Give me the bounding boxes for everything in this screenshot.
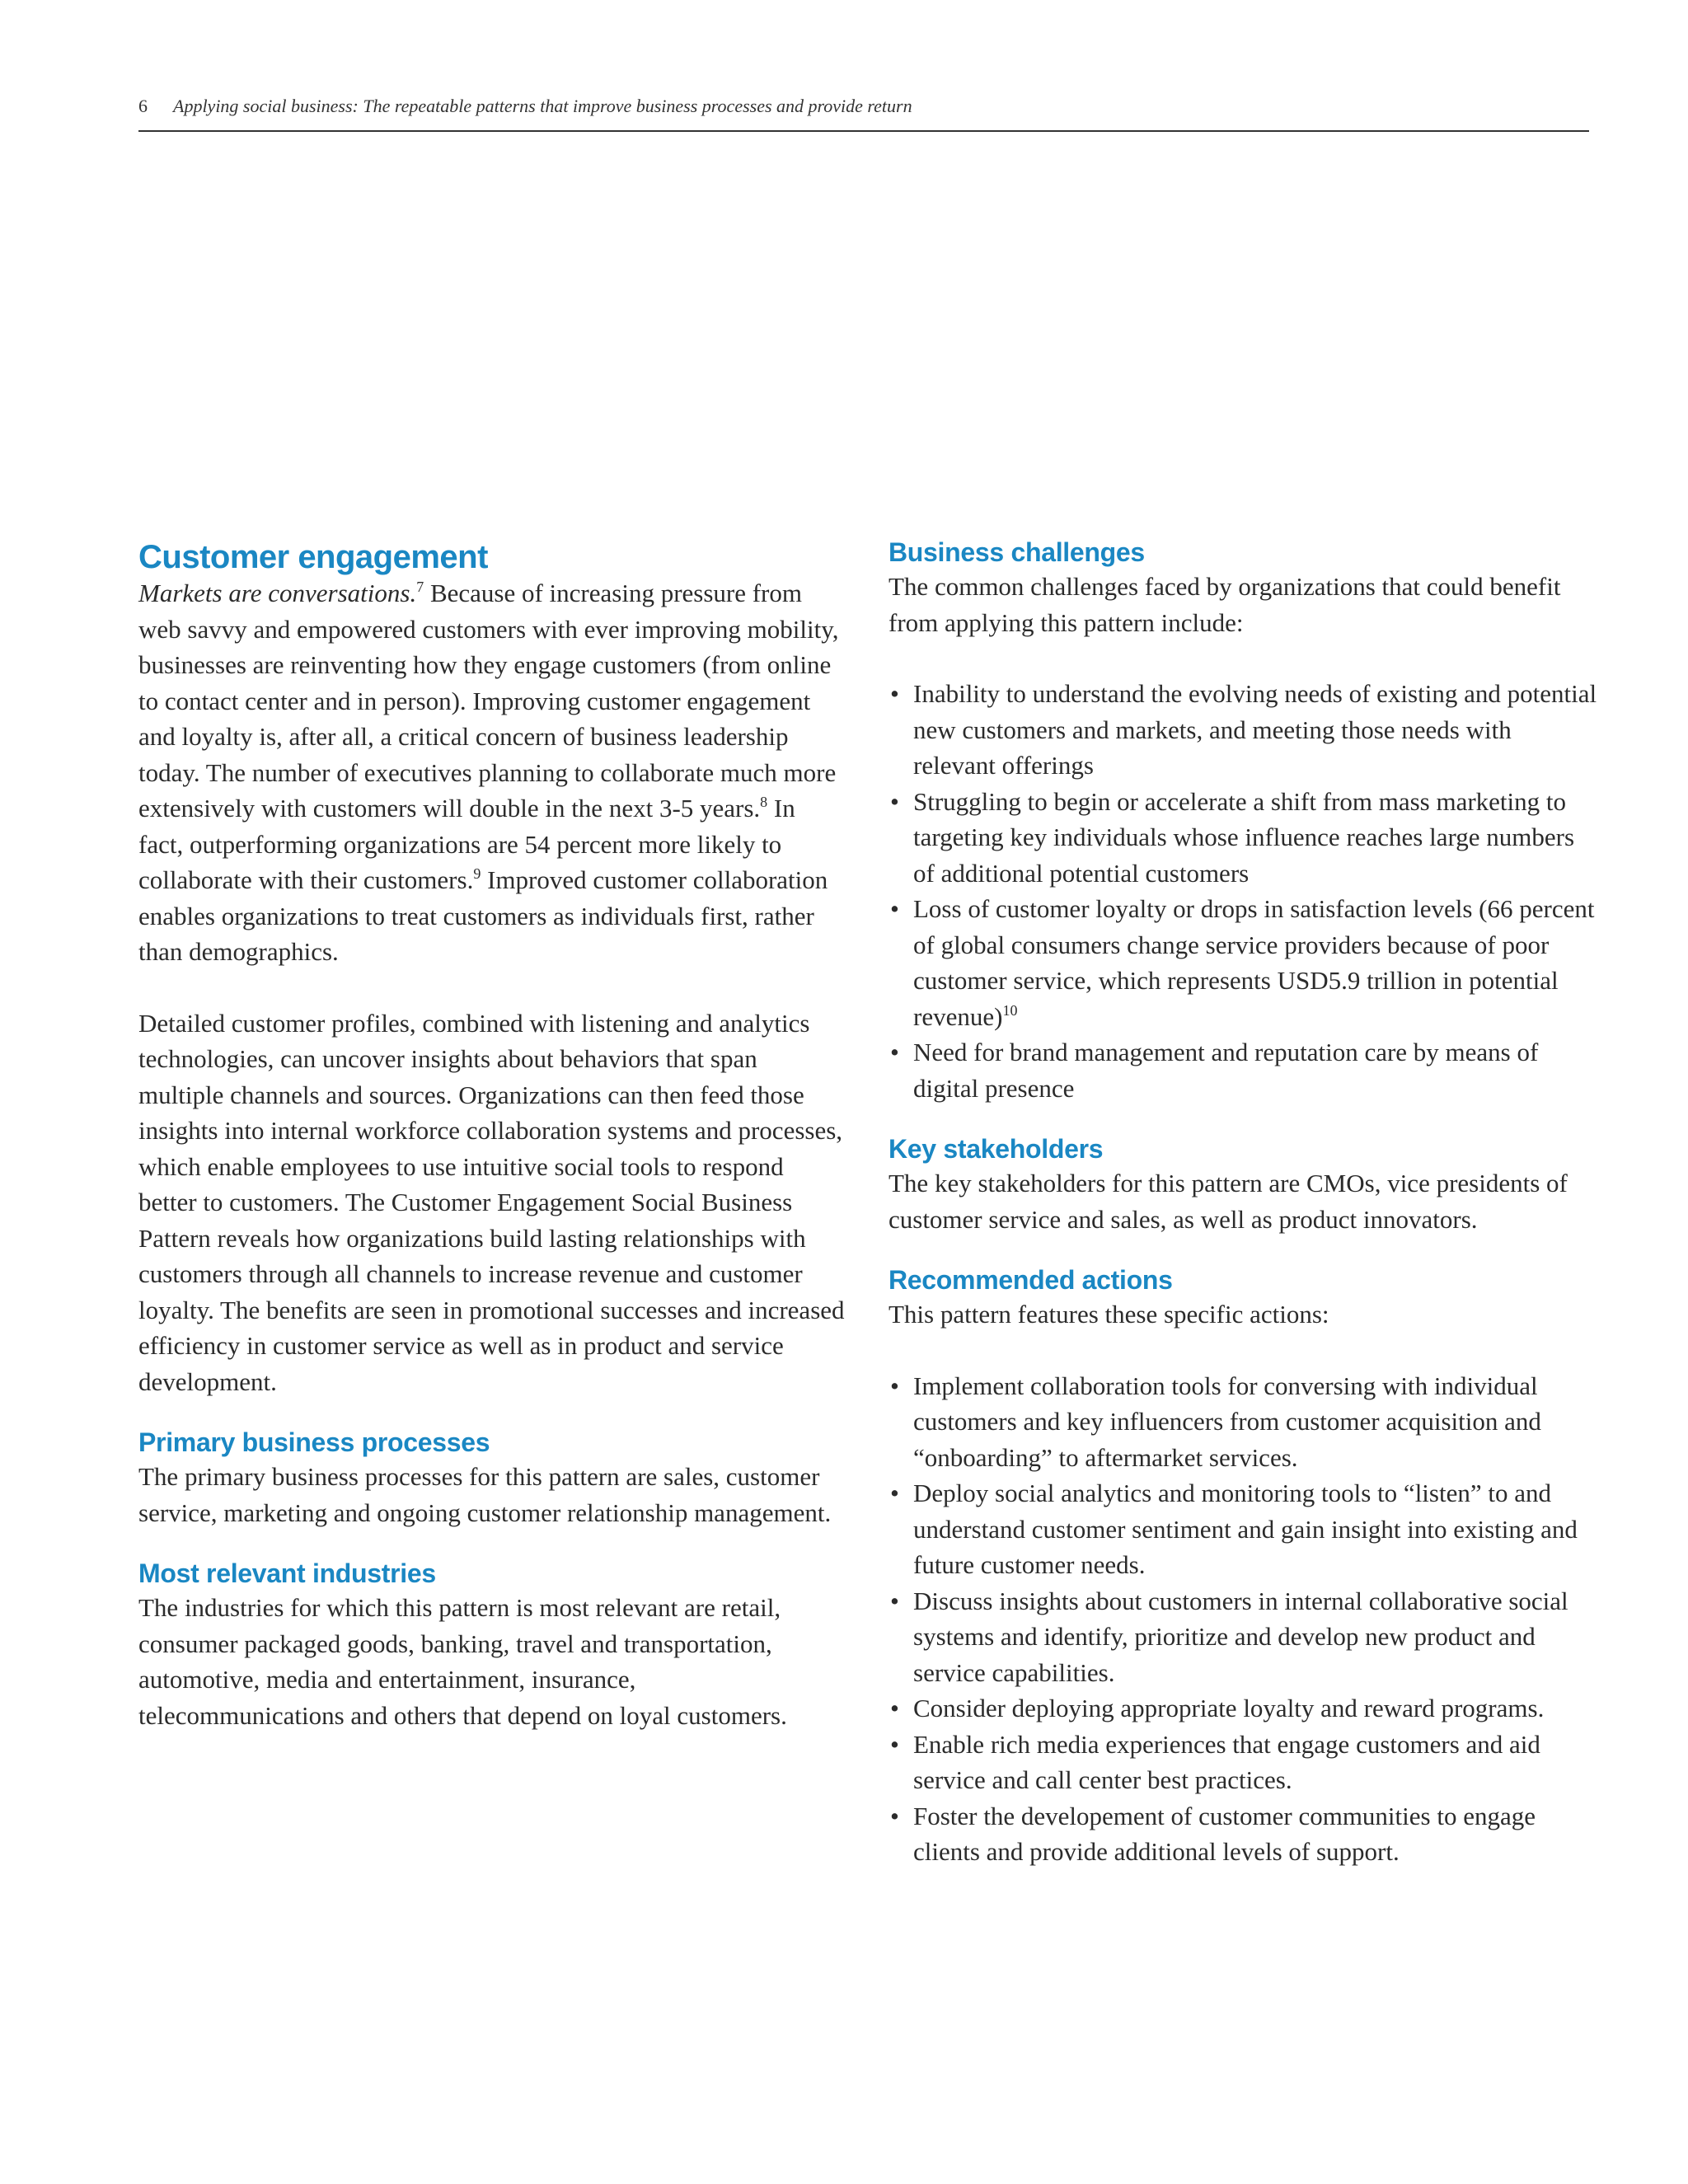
list-item [889,784,1597,892]
challenges-intro: The common challenges faced by organizations that could benefit from applying this pattern include: [889,572,1561,637]
page-number: 6 [138,96,148,116]
list-item [889,1798,1597,1870]
bullet-glyph: • [890,679,899,708]
intro-text-2: In fact, outperforming organizations are 54 percent more likely to collaborate with their customers. [138,794,795,894]
right-column [889,527,1597,1870]
intro-italic-lead: Markets are conversations. [138,579,417,607]
footnote-ref: 7 [416,579,424,595]
industries-text: The industries for which this pattern is most relevant are retail, consumer packaged goods, banking, travel and transportation, automotive, media and entertainment, insurance, telecommunications and others that depend on loyal customers. [138,1593,787,1730]
body-paragraph: Detailed customer profiles, combined with listening and analytics technologies, can uncover insights about behaviors that span multiple channels and sources. Organizations can then feed those insights into internal workforce collaboration systems and processes, which enable employees to use intuitive social tools to respond better to customers. The Customer Engagement Social Business Pattern reveals how organizations build lasting relationships with customers through all channels to increase revenue and customer loyalty. The benefits are seen in promotional successes and increased efficiency in customer service as well as in product and service development. [138,1008,845,1396]
list-item [889,676,1597,784]
footnote-ref: 8 [760,794,768,810]
intro-text-1: Because of increasing pressure from web savvy and empowered customers with ever improving mobility, businesses are reinventing how they engage customers (from online to contact center and in person). Improving customer engagement and loyalty is, after all, a critical concern of business leadership today. The number of executives planning to collaborate much more extensively with customers will double in the next 3-5 years. [138,579,839,823]
section-title: Customer engagement [138,539,488,575]
actions-list [889,1368,1597,1870]
list-item-text: Foster the developement of customer communities to engage clients and provide additional levels of support. [913,1801,1536,1866]
list-item [889,1475,1597,1583]
left-column [138,527,846,1733]
list-item-text: Need for brand management and reputation care by means of digital presence [913,1038,1539,1103]
stakeholders-text: The key stakeholders for this pattern are CMOs, vice presidents of customer service and sales, as well as product innovators. [889,1169,1568,1234]
bullet-glyph: • [890,1038,899,1066]
list-item [889,1034,1597,1106]
processes-text: The primary business processes for this pattern are sales, customer service, marketing and ongoing customer relationship management. [138,1462,832,1527]
processes-heading: Primary business processes [138,1427,490,1457]
challenges-list [889,676,1597,1106]
list-item [889,1727,1597,1798]
industries-heading: Most relevant industries [138,1558,436,1588]
intro-paragraph [138,575,846,970]
list-item-text: Enable rich media experiences that engage customers and aid service and call center best practices. [913,1729,1540,1794]
intro-text-3: Improved customer collaboration enables organizations to treat customers as individuals first, rather than demographics. [138,865,828,966]
list-item-text: Implement collaboration tools for conversing with individual customers and key influencers from customer acquisition and “onboarding” to aftermarket services. [913,1371,1541,1472]
actions-heading: Recommended actions [889,1265,1173,1295]
list-item [889,1368,1597,1476]
list-item [889,1583,1597,1691]
bullet-glyph: • [890,1729,899,1759]
list-item-text: Consider deploying appropriate loyalty and reward programs. [913,1694,1545,1722]
list-item [889,1690,1597,1727]
list-item-text: Inability to understand the evolving needs of existing and potential new customers and markets, and meeting those needs with relevant offerings [913,679,1597,780]
actions-intro: This pattern features these specific actions: [889,1300,1329,1329]
list-item-text: Deploy social analytics and monitoring tools to “listen” to and understand customer sentiment and gain insight into existing and future customer needs. [913,1479,1578,1579]
bullet-glyph: • [890,1586,899,1615]
running-header [138,92,1589,132]
list-item-text: Struggling to begin or accelerate a shift from mass marketing to targeting key individuals whose influence reaches large numbers of additional potential customers [913,786,1575,888]
footnote-ref: 9 [473,865,481,882]
footnote-ref: 10 [1002,1001,1018,1019]
bullet-glyph: • [890,786,899,816]
bullet-glyph: • [890,894,899,923]
challenges-heading: Business challenges [889,537,1145,567]
list-item-text: Discuss insights about customers in internal collaborative social systems and identify, prioritize and develop new product and service capabilities. [913,1586,1568,1687]
bullet-glyph: • [890,1371,899,1400]
bullet-glyph: • [890,1479,899,1507]
bullet-glyph: • [890,1694,899,1722]
stakeholders-heading: Key stakeholders [889,1134,1104,1164]
bullet-glyph: • [890,1801,899,1830]
list-item-text: Loss of customer loyalty or drops in satisfaction levels (66 percent of global consumers change service providers because of poor customer service, which represents USD5.9 trillion in potential revenue) [913,894,1595,1031]
running-title: Applying social business: The repeatable patterns that improve business processes and provide return [173,96,912,116]
list-item [889,891,1597,1034]
